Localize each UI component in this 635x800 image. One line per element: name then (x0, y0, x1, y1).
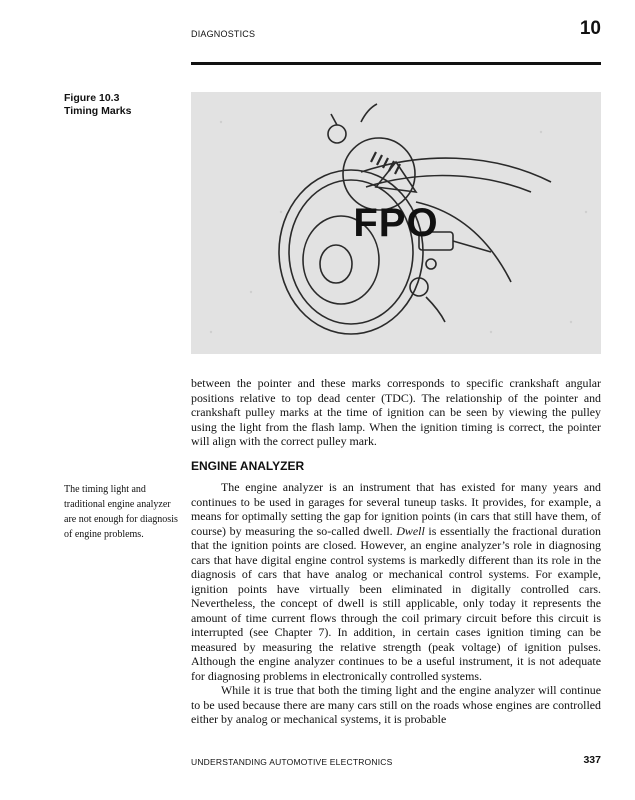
paragraph-1-start: The engine analyzer is an instrument that has existed for many years and continues to be used in garages for several tuneup tasks. It provides, for example, a means for optimally setting the gap for ignition points (in cars that still have them, of course) by measuring the so-called dwell. (191, 480, 601, 538)
figure-caption (64, 92, 132, 118)
term-dwell: Dwell (396, 523, 425, 538)
running-foot: UNDERSTANDING AUTOMOTIVE ELECTRONICS (191, 757, 393, 767)
chapter-number: 10 (579, 18, 601, 39)
header-rule (191, 62, 601, 65)
paragraph-1 (191, 480, 601, 683)
paragraph-1-end: is essentially the fractional duration that the ignition points are closed. However, an engine analyzer’s role in diagnosing cars that have digital engine control systems is markedly different than its role in the diagnosis of cars that have analog or mechanical control systems. For example, ignition points have virtually been eliminated in digitally controlled cars. Nevertheless, the concept of dwell is still applicable, only today it represents the amount of time current flows through the coil primary circuit before this circuit is interrupted (see Chapter 7). In addition, in certain cases ignition timing can be measured by measuring the relative strength (peak voltage) of ignition pulses. Although the engine analyzer continues to be a useful instrument, it is not adequate for diagnosing problems in electronically controlled systems. (191, 523, 601, 683)
timing-marks-figure (191, 92, 601, 354)
fpo-placeholder: FPO (353, 200, 439, 245)
figure-label: Figure 10.3 (64, 92, 120, 104)
margin-note: The timing light and traditional engine analyzer are not enough for diagnosis of engine problems. (64, 484, 178, 540)
running-head: DIAGNOSTICS (191, 29, 256, 39)
paragraph-2: While it is true that both the timing light and the engine analyzer will continue to be used because there are many cars still on the roads whose engines are controlled either by analog or mechanical systems, it is probable (191, 683, 601, 726)
section-heading: ENGINE ANALYZER (191, 459, 305, 473)
body-paragraph-continued (191, 376, 601, 449)
figure-title: Timing Marks (64, 105, 132, 117)
paragraph-continued: between the pointer and these marks corresponds to specific crankshaft angular positions relative to top dead center (TDC). The relationship of the pointer and crankshaft pulley marks at the time of ignition can be seen by viewing the pulley using the light from the flash lamp. When the ignition timing is correct, the pointer will align with the correct pulley mark. (191, 376, 601, 448)
section-body (191, 480, 601, 727)
page-number: 337 (583, 754, 601, 766)
